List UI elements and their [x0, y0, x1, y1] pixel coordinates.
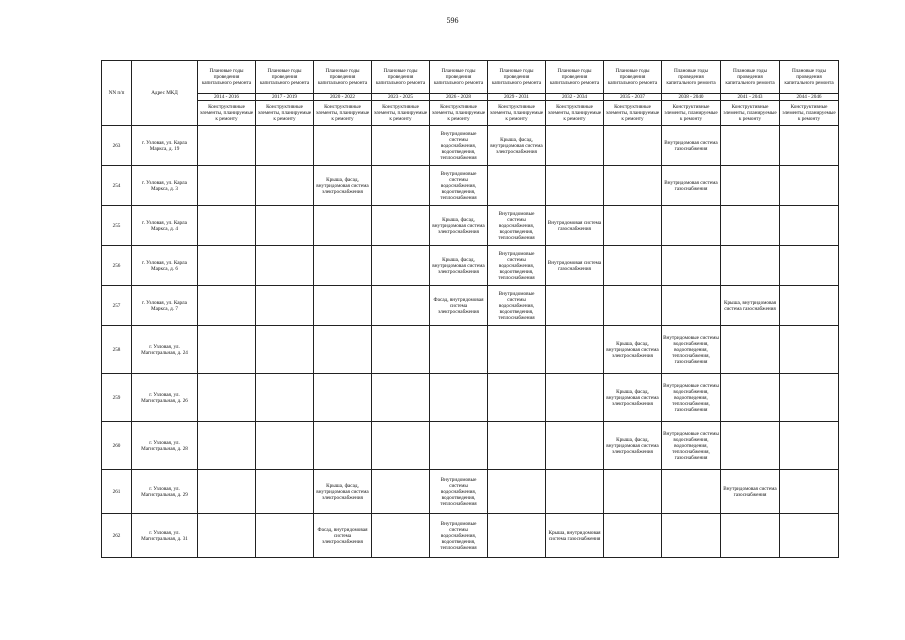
repair-cell: Внутридомовые системы водоснабжения, водоотведения, теплоснабжения: [488, 286, 546, 326]
repair-cell: [721, 246, 780, 286]
repair-cell: Фасад, внутридомовая система электроснабжения: [430, 286, 488, 326]
repair-cell: Крыша, фасад, внутридомовая система электроснабжения: [314, 470, 372, 514]
column-header-plan: Плановые годы проведения капитального ремонта: [314, 61, 372, 94]
repair-cell: Крыша, фасад, внутридомовая система электроснабжения: [604, 326, 662, 374]
repair-cell: Внутридомовая система газоснабжения: [546, 206, 604, 246]
page-number: 596: [446, 16, 459, 25]
repair-cell: [488, 374, 546, 422]
repair-cell: [314, 126, 372, 166]
table-row: [102, 286, 839, 326]
repair-cell: [256, 286, 314, 326]
repair-cell: [372, 422, 430, 470]
repair-cell: [662, 246, 721, 286]
column-header-elements: Конструктивные элементы, планируемые к ремонту: [662, 101, 721, 126]
repair-cell: Внутридомовая система газоснабжения: [721, 470, 780, 514]
row-number: 254: [102, 166, 132, 206]
repair-cell: [256, 514, 314, 558]
column-header-plan: Плановые годы проведения капитального ремонта: [430, 61, 488, 94]
repair-cell: Крыша, фасад, внутридомовая система электроснабжения: [488, 126, 546, 166]
repair-cell: [488, 166, 546, 206]
column-header-plan: Плановые годы проведения капитального ремонта: [372, 61, 430, 94]
repair-cell: [314, 374, 372, 422]
column-header-years: 2041 - 2043: [721, 94, 780, 101]
column-header-elements: Конструктивные элементы, планируемые к ремонту: [198, 101, 256, 126]
repair-cell: [604, 286, 662, 326]
column-header-elements: Конструктивные элементы, планируемые к ремонту: [430, 101, 488, 126]
table-row: [102, 126, 839, 166]
repair-cell: [604, 246, 662, 286]
row-address: г. Узловая, ул. Карла Маркса, д. 19: [132, 126, 198, 166]
repair-cell: [430, 326, 488, 374]
column-header-plan: Плановые годы проведения капитального ремонта: [488, 61, 546, 94]
column-header-plan: Плановые годы проведения капитального ремонта: [780, 61, 839, 94]
row-address: г. Узловая, ул. Магистральная, д. 24: [132, 326, 198, 374]
repair-cell: [198, 286, 256, 326]
row-number: 261: [102, 470, 132, 514]
repair-cell: [314, 286, 372, 326]
repair-cell: [780, 514, 839, 558]
repair-cell: [256, 126, 314, 166]
repair-cell: Внутридомовые системы водоснабжения, водоотведения, теплоснабжения: [430, 470, 488, 514]
repair-cell: [198, 374, 256, 422]
repair-cell: [488, 422, 546, 470]
repair-cell: [314, 422, 372, 470]
repair-cell: [546, 166, 604, 206]
repair-cell: [780, 206, 839, 246]
repair-cell: Внутридомовые системы водоснабжения, водоотведения, теплоснабжения: [488, 246, 546, 286]
repair-cell: Крыша, внутридомовая система газоснабжения: [546, 514, 604, 558]
repair-cell: [198, 166, 256, 206]
repair-cell: [372, 126, 430, 166]
repair-cell: [721, 126, 780, 166]
repair-cell: [256, 166, 314, 206]
row-number: 258: [102, 326, 132, 374]
repair-cell: Крыша, фасад, внутридомовая система электроснабжения: [430, 206, 488, 246]
column-header-elements: Конструктивные элементы, планируемые к ремонту: [546, 101, 604, 126]
repair-cell: [780, 286, 839, 326]
row-address: г. Узловая, ул. Магистральная, д. 31: [132, 514, 198, 558]
column-header-years: 2023 - 2025: [372, 94, 430, 101]
repair-cell: [198, 422, 256, 470]
column-header-years: 2014 - 2016: [198, 94, 256, 101]
repair-cell: [721, 422, 780, 470]
repair-cell: [198, 246, 256, 286]
repair-cell: Внутридомовая система газоснабжения: [662, 126, 721, 166]
repair-cell: [780, 166, 839, 206]
repair-cell: Внутридомовые системы водоснабжения, водоотведения, теплоснабжения: [430, 126, 488, 166]
repair-cell: [372, 246, 430, 286]
column-header-years: 2029 - 2031: [488, 94, 546, 101]
repair-cell: Внутридомовые системы водоснабжения, водоотведения, теплоснабжения, газоснабжения: [662, 374, 721, 422]
column-header-elements: Конструктивные элементы, планируемые к ремонту: [256, 101, 314, 126]
repair-cell: [256, 206, 314, 246]
column-header-elements: Конструктивные элементы, планируемые к ремонту: [604, 101, 662, 126]
column-header-years: 2032 - 2034: [546, 94, 604, 101]
repair-cell: Внутридомовые системы водоснабжения, водоотведения, теплоснабжения, газоснабжения: [662, 422, 721, 470]
repair-cell: [546, 422, 604, 470]
repair-cell: [546, 126, 604, 166]
header-row-plan: [102, 61, 839, 94]
repair-cell: [198, 514, 256, 558]
row-number: 257: [102, 286, 132, 326]
repair-cell: [604, 126, 662, 166]
column-header-years: 2044 - 2046: [780, 94, 839, 101]
row-number: 260: [102, 422, 132, 470]
column-header-years: 2026 - 2028: [430, 94, 488, 101]
repair-cell: [662, 286, 721, 326]
repair-cell: [314, 206, 372, 246]
repair-cell: [721, 514, 780, 558]
repair-cell: [488, 514, 546, 558]
column-header-years: 2017 - 2019: [256, 94, 314, 101]
column-header-elements: Конструктивные элементы, планируемые к ремонту: [372, 101, 430, 126]
header-row-elements: [102, 101, 839, 126]
repair-cell: [488, 470, 546, 514]
column-header-elements: Конструктивные элементы, планируемые к ремонту: [488, 101, 546, 126]
header-row-years: [102, 94, 839, 101]
repair-cell: Крыша, внутридомовая система газоснабжения: [721, 286, 780, 326]
repair-cell: [780, 470, 839, 514]
repair-cell: [604, 206, 662, 246]
repair-cell: [780, 126, 839, 166]
repair-cell: Внутридомовые системы водоснабжения, водоотведения, теплоснабжения, газоснабжения: [662, 326, 721, 374]
repair-cell: Внутридомовые системы водоснабжения, водоотведения, теплоснабжения: [430, 166, 488, 206]
column-header-years: 2035 - 2037: [604, 94, 662, 101]
repair-schedule-table: [101, 60, 839, 558]
column-header-number: NN п/п: [102, 61, 132, 126]
column-header-address: Адрес МКД: [132, 61, 198, 126]
column-header-plan: Плановые годы проведения капитального ремонта: [546, 61, 604, 94]
repair-cell: [314, 326, 372, 374]
table-row: [102, 326, 839, 374]
repair-cell: Крыша, фасад, внутридомовая система электроснабжения: [604, 374, 662, 422]
table-row: [102, 206, 839, 246]
column-header-plan: Плановые годы проведения капитального ремонта: [256, 61, 314, 94]
repair-cell: [546, 326, 604, 374]
row-address: г. Узловая, ул. Карла Маркса, д. 3: [132, 166, 198, 206]
column-header-elements: Конструктивные элементы, планируемые к ремонту: [721, 101, 780, 126]
table-row: [102, 246, 839, 286]
repair-cell: [198, 326, 256, 374]
row-address: г. Узловая, ул. Карла Маркса, д. 7: [132, 286, 198, 326]
repair-cell: [721, 374, 780, 422]
repair-cell: [721, 326, 780, 374]
repair-cell: [256, 422, 314, 470]
repair-cell: Крыша, фасад, внутридомовая система электроснабжения: [430, 246, 488, 286]
column-header-elements: Конструктивные элементы, планируемые к ремонту: [314, 101, 372, 126]
repair-cell: [256, 246, 314, 286]
row-number: 256: [102, 246, 132, 286]
repair-cell: [488, 326, 546, 374]
repair-cell: [662, 470, 721, 514]
repair-cell: [372, 286, 430, 326]
repair-cell: [546, 286, 604, 326]
repair-cell: [372, 374, 430, 422]
repair-cell: Внутридомовые системы водоснабжения, водоотведения, теплоснабжения: [488, 206, 546, 246]
repair-cell: Фасад, внутридомовая система электроснабжения: [314, 514, 372, 558]
repair-cell: Крыша, фасад, внутридомовая система электроснабжения: [314, 166, 372, 206]
repair-cell: [721, 166, 780, 206]
repair-cell: [198, 126, 256, 166]
table-row: [102, 470, 839, 514]
repair-cell: [256, 374, 314, 422]
repair-cell: [780, 374, 839, 422]
repair-cell: [430, 374, 488, 422]
repair-cell: [546, 470, 604, 514]
table-row: [102, 514, 839, 558]
repair-cell: [372, 326, 430, 374]
repair-cell: [372, 514, 430, 558]
repair-cell: [721, 206, 780, 246]
row-number: 259: [102, 374, 132, 422]
repair-cell: Крыша, фасад, внутридомовая система электроснабжения: [604, 422, 662, 470]
row-number: 263: [102, 126, 132, 166]
row-number: 255: [102, 206, 132, 246]
repair-cell: [256, 470, 314, 514]
repair-cell: [780, 326, 839, 374]
repair-cell: [604, 514, 662, 558]
column-header-years: 2038 - 2040: [662, 94, 721, 101]
column-header-years: 2020 - 2022: [314, 94, 372, 101]
repair-cell: [372, 166, 430, 206]
repair-cell: [372, 470, 430, 514]
row-address: г. Узловая, ул. Карла Маркса, д. 4: [132, 206, 198, 246]
column-header-elements: Конструктивные элементы, планируемые к ремонту: [780, 101, 839, 126]
repair-cell: [430, 422, 488, 470]
repair-cell: [198, 206, 256, 246]
column-header-plan: Плановые годы проведения капитального ремонта: [662, 61, 721, 94]
repair-cell: [604, 166, 662, 206]
column-header-plan: Плановые годы проведения капитального ремонта: [604, 61, 662, 94]
repair-cell: [198, 470, 256, 514]
column-header-plan: Плановые годы проведения капитального ремонта: [198, 61, 256, 94]
repair-cell: [780, 422, 839, 470]
repair-cell: Внутридомовая система газоснабжения: [662, 166, 721, 206]
row-address: г. Узловая, ул. Магистральная, д. 28: [132, 422, 198, 470]
repair-cell: [372, 206, 430, 246]
repair-cell: [314, 246, 372, 286]
table-row: [102, 374, 839, 422]
row-address: г. Узловая, ул. Магистральная, д. 29: [132, 470, 198, 514]
row-number: 262: [102, 514, 132, 558]
table-row: [102, 166, 839, 206]
repair-cell: Внутридомовая система газоснабжения: [546, 246, 604, 286]
table-row: [102, 422, 839, 470]
repair-cell: [604, 470, 662, 514]
repair-cell: [546, 374, 604, 422]
repair-cell: [256, 326, 314, 374]
repair-cell: [662, 206, 721, 246]
repair-cell: Внутридомовые системы водоснабжения, водоотведения, теплоснабжения: [430, 514, 488, 558]
repair-cell: [780, 246, 839, 286]
row-address: г. Узловая, ул. Карла Маркса, д. 6: [132, 246, 198, 286]
row-address: г. Узловая, ул. Магистральная, д. 26: [132, 374, 198, 422]
repair-cell: [662, 514, 721, 558]
column-header-plan: Плановые годы проведения капитального ремонта: [721, 61, 780, 94]
